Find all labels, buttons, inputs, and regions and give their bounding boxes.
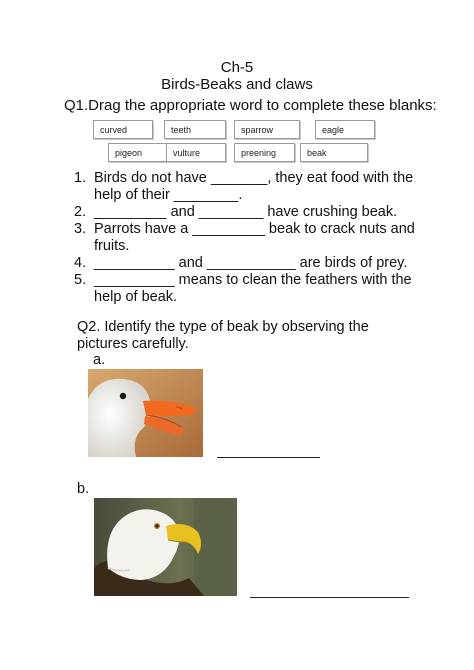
duck-image [88, 369, 203, 457]
question-number: 5. [74, 272, 87, 288]
answer-line-a[interactable] [217, 457, 320, 458]
duck-photo [88, 369, 203, 457]
word-tile[interactable]: vulture [166, 143, 226, 162]
eagle-image [94, 498, 237, 596]
question-text: __________ means to clean the feathers with the help of beak. [94, 272, 412, 305]
question-item[interactable] [74, 272, 424, 306]
question-text: Parrots have a _________ beak to crack nuts and fruits. [94, 221, 415, 254]
question-number: 4. [74, 255, 87, 271]
question-text: _________ and ________ have crushing beak. [94, 204, 398, 220]
chapter-heading: Ch-5 [220, 59, 254, 76]
q2-prompt: Q2. Identify the type of beak by observing the pictures carefully. [77, 319, 369, 352]
word-tile[interactable]: preening [234, 143, 295, 162]
word-tile[interactable]: curved [93, 120, 153, 139]
question-text: __________ and ___________ are birds of prey. [94, 255, 408, 271]
question-number: 1. [74, 170, 87, 186]
question-item[interactable] [74, 204, 424, 221]
word-tile[interactable]: teeth [164, 120, 226, 139]
question-item[interactable] [74, 255, 424, 272]
question-item[interactable] [74, 170, 424, 204]
item-b-label: b. [77, 481, 90, 497]
answer-line-b[interactable] [250, 597, 409, 598]
page-title: Birds-Beaks and claws [161, 76, 313, 93]
eagle-photo [94, 498, 237, 596]
word-tile[interactable]: pigeon [108, 143, 168, 162]
q1-question-list [74, 170, 424, 306]
question-item[interactable] [74, 221, 424, 255]
question-number: 3. [74, 221, 87, 237]
word-tile[interactable]: sparrow [234, 120, 300, 139]
q1-prompt: Q1.Drag the appropriate word to complete these blanks: [64, 97, 437, 114]
word-tile[interactable]: eagle [315, 120, 375, 139]
question-text: Birds do not have _______, they eat food with the help of their ________. [94, 170, 414, 203]
item-a-label: a. [93, 352, 106, 368]
word-tile[interactable]: beak [300, 143, 368, 162]
question-number: 2. [74, 204, 87, 220]
